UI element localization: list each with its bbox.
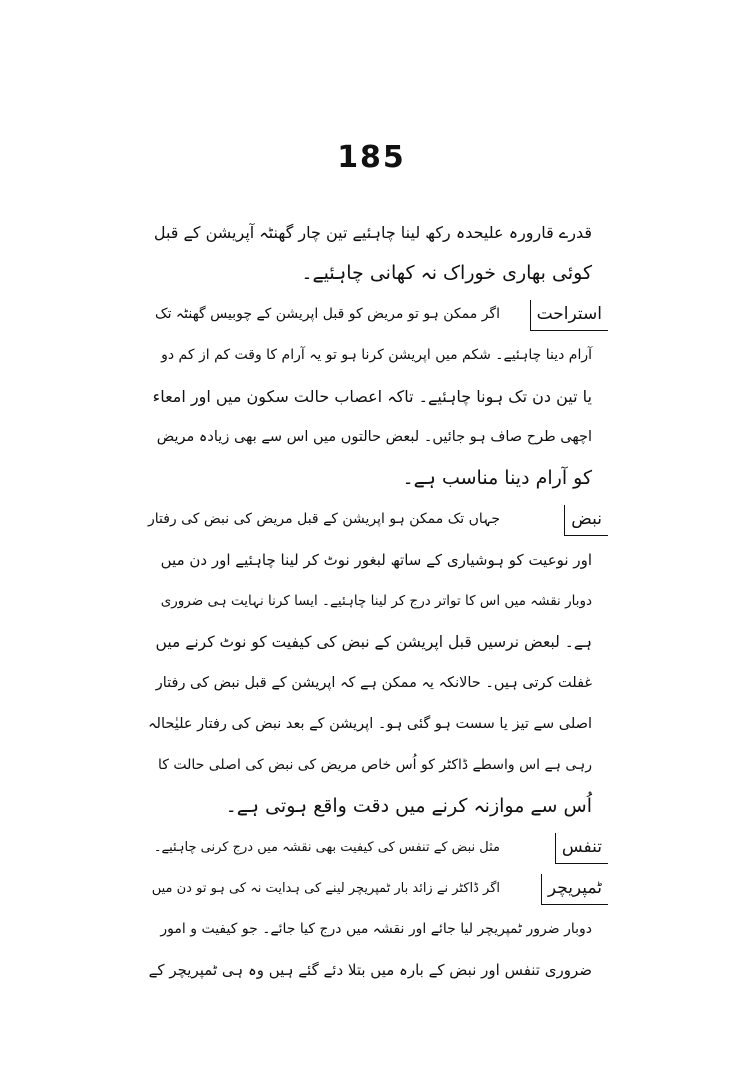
side-heading: ٹمپریچر [541,874,608,905]
text-line [148,704,596,745]
line-text: اگر ممکن ہو تو مریض کو قبل اپریشن کے چوبیس گھنٹہ تک [155,306,500,322]
body-text [147,212,602,991]
line-text: غفلت کرتی ہیں۔ حالانکہ یہ ممکن ہے کہ اپریشن کے قبل نبض کی رفتار [155,675,592,691]
text-line [147,499,602,540]
line-text: اچھی طرح صاف ہو جائیں۔ لبعض حالتوں میں اس سے بھی زیادہ مریض [156,429,592,445]
text-line [148,663,596,704]
line-text: قدرے قارورہ علیحدہ رکھ لینا چاہئیے تین چار گھنٹہ آپریشن کے قبل [153,223,592,242]
line-text: اُس سے موازنہ کرنے میں دقت واقع ہوتی ہے۔ [225,795,592,817]
line-text: کو آرام دینا مناسب ہے۔ [402,467,592,489]
line-text: جہاں تک ممکن ہو اپریشن کے قبل مریض کی نبض کی رفتار [147,511,500,527]
text-line [148,909,596,950]
line-text: کوئی بھاری خوراک نہ کھانی چاہئیے۔ [301,262,592,284]
side-heading: تنفس [555,833,608,864]
text-line [148,745,596,786]
text-line [148,417,596,458]
text-line [148,335,596,376]
line-text: اصلی سے تیز یا سست ہو گئی ہو۔ اپریشن کے بعد نبض کی رفتار علیٰحالہ [148,716,592,732]
page-number: 185 [337,140,406,175]
text-line [148,212,596,253]
line-text: رہی ہے اس واسطے ڈاکٹر کو اُس خاص مریض کی نبض کی اصلی حالت کا [157,757,592,773]
text-line [148,827,602,868]
line-text: ضروری تنفس اور نبض کے بارہ میں بتلا دئے گئے ہیں وہ ہی ٹمپریچر کے [148,961,592,979]
text-line [148,540,596,581]
line-text: مثل نبض کے تنفس کی کیفیت بھی نقشہ میں درج کرنی چاہئیے۔ [153,840,500,855]
text-line [148,868,602,909]
text-line [148,294,602,335]
text-line [148,786,596,827]
line-text: دوبار نقشہ میں اس کا تواتر درج کر لینا چاہئیے۔ ایسا کرنا نہایت ہی ضروری [160,593,592,609]
side-heading: نبض [564,505,608,536]
line-text: آرام دینا چاہئیے۔ شکم میں اپریشن کرنا ہو تو یہ آرام کا وقت کم از کم دو [161,347,592,363]
text-line [148,581,596,622]
text-line [148,376,596,417]
line-text: اگر ڈاکٹر نے زائد بار ٹمپریچر لینے کی ہدایت نہ کی ہو تو دن میں [151,881,500,896]
line-text: یا تین دن تک ہونا چاہئیے۔ تاکہ اعصاب حالت سکون میں اور امعاء [152,387,592,406]
text-line [148,950,596,991]
text-line [148,458,596,499]
line-text: دوبار ضرور ٹمپریچر لیا جائے اور نقشہ میں درج کیا جائے۔ جو کیفیت و امور [160,921,592,937]
line-text: اور نوعیت کو ہوشیاری کے ساتھ لبغور نوٹ کر لینا چاہئیے اور دن میں [160,551,592,569]
side-heading: استراحت [530,300,608,331]
text-line [148,253,596,294]
line-text: ہے۔ لبعض نرسیں قبل اپریشن کے نبض کی کیفیت کو نوٹ کرنے میں [155,633,592,651]
text-line [148,622,596,663]
